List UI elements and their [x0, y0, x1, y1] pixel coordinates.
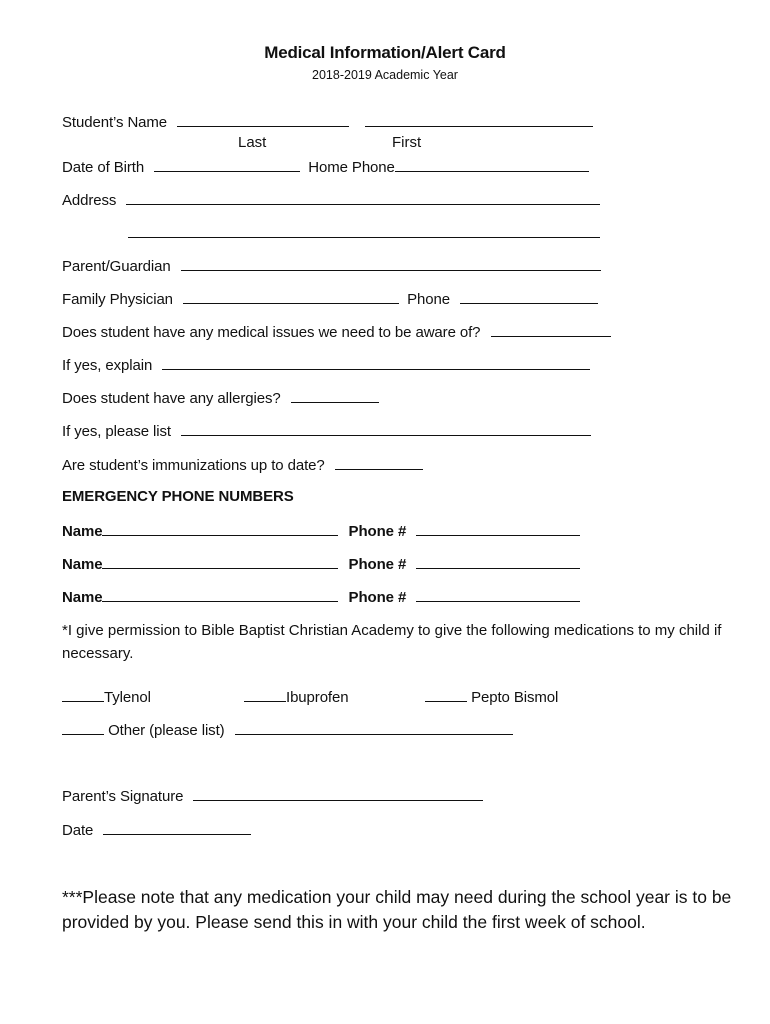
other-label: Other (please list) — [104, 722, 225, 739]
issues-row — [62, 322, 611, 341]
immunizations-question: Are student’s immunizations up to date? — [62, 457, 325, 474]
emergency-row — [62, 554, 580, 573]
physician-label: Family Physician — [62, 291, 173, 308]
address-row-2 — [128, 223, 600, 242]
explain-field[interactable] — [162, 355, 590, 370]
footer-note: ***Please note that any medication your child may need during the school year is to be provided by you. Please send this in with your child the first week of school. — [62, 887, 732, 932]
date-label: Date — [62, 822, 94, 839]
other-checkbox-line[interactable] — [62, 720, 104, 735]
tylenol-label: Tylenol — [104, 689, 151, 706]
physician-row — [62, 289, 598, 308]
emergency-row — [62, 587, 580, 606]
permission-text: *I give permission to Bible Baptist Christian Academy to give the following medications to my child if necessary. — [62, 622, 722, 662]
emergency-name-field[interactable] — [102, 587, 338, 602]
emergency-phone-label: Phone # — [348, 589, 407, 606]
emergency-phone-label: Phone # — [348, 523, 407, 540]
signature-row — [62, 786, 483, 805]
emergency-name-label: Name — [62, 523, 103, 540]
form-subtitle: 2018-2019 Academic Year — [312, 68, 458, 82]
immunizations-row — [62, 455, 423, 474]
medication-option-pepto — [425, 687, 558, 706]
pepto-label: Pepto Bismol — [467, 689, 559, 706]
ibuprofen-label: Ibuprofen — [286, 689, 349, 706]
parent-label: Parent/Guardian — [62, 258, 171, 275]
date-field[interactable] — [103, 820, 251, 835]
allergy-list-label: If yes, please list — [62, 423, 171, 440]
parent-row — [62, 256, 601, 275]
allergy-list-row — [62, 421, 591, 440]
pepto-checkbox-line[interactable] — [425, 687, 467, 702]
emergency-heading: EMERGENCY PHONE NUMBERS — [62, 488, 294, 505]
emergency-row — [62, 521, 580, 540]
home-phone-field[interactable] — [395, 157, 589, 172]
allergy-list-field[interactable] — [181, 421, 591, 436]
signature-label: Parent’s Signature — [62, 788, 184, 805]
emergency-phone-field[interactable] — [416, 554, 580, 569]
emergency-name-field[interactable] — [102, 554, 338, 569]
medication-option-ibuprofen — [244, 687, 348, 706]
student-name-row — [62, 112, 593, 131]
issues-field[interactable] — [491, 322, 611, 337]
allergies-row — [62, 388, 379, 407]
address-row — [62, 190, 600, 209]
dob-field[interactable] — [154, 157, 300, 172]
address-label: Address — [62, 192, 117, 209]
medication-option-tylenol — [62, 687, 151, 706]
signature-field[interactable] — [193, 786, 483, 801]
home-phone-label: Home Phone — [308, 159, 395, 176]
emergency-phone-label: Phone # — [348, 556, 407, 573]
dob-label: Date of Birth — [62, 159, 145, 176]
ibuprofen-checkbox-line[interactable] — [244, 687, 286, 702]
physician-phone-field[interactable] — [460, 289, 598, 304]
address-field-line2[interactable] — [128, 223, 600, 238]
physician-field[interactable] — [183, 289, 399, 304]
first-sublabel: First — [392, 134, 422, 151]
allergies-field[interactable] — [291, 388, 379, 403]
parent-field[interactable] — [181, 256, 601, 271]
issues-question: Does student have any medical issues we need to be aware of? — [62, 324, 481, 341]
explain-label: If yes, explain — [62, 357, 153, 374]
emergency-name-label: Name — [62, 589, 103, 606]
date-row — [62, 820, 251, 839]
emergency-name-label: Name — [62, 556, 103, 573]
first-name-field[interactable] — [365, 112, 593, 127]
immunizations-field[interactable] — [335, 455, 423, 470]
tylenol-checkbox-line[interactable] — [62, 687, 104, 702]
form-title: Medical Information/Alert Card — [264, 43, 506, 62]
physician-phone-label: Phone — [407, 291, 450, 308]
last-name-field[interactable] — [177, 112, 349, 127]
student-name-label: Student’s Name — [62, 114, 168, 131]
emergency-name-field[interactable] — [102, 521, 338, 536]
other-list-field[interactable] — [235, 720, 513, 735]
last-sublabel: Last — [238, 134, 267, 151]
emergency-phone-field[interactable] — [416, 521, 580, 536]
other-medication-row — [62, 720, 513, 739]
explain-row — [62, 355, 590, 374]
dob-row — [62, 157, 589, 176]
address-field-line1[interactable] — [126, 190, 600, 205]
emergency-phone-field[interactable] — [416, 587, 580, 602]
allergies-question: Does student have any allergies? — [62, 390, 281, 407]
